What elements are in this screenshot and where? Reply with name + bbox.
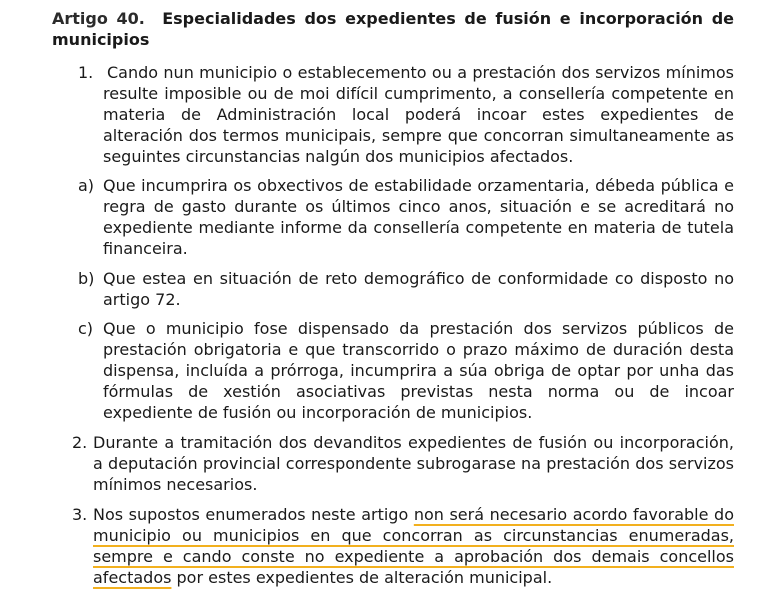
item-text: Que estea en situación de reto demográfico de conformidade co disposto no artigo 72. bbox=[103, 269, 734, 309]
list-item-c bbox=[78, 318, 734, 423]
list-item-a bbox=[78, 175, 734, 259]
item-marker: 3. bbox=[72, 505, 88, 524]
item-marker: c) bbox=[78, 319, 94, 338]
item-text: Durante a tramitación dos devanditos expedientes de fusión ou incorporación, a deputación provincial correspondente subrogarase na prestación dos servizos mínimos necesarios. bbox=[93, 433, 734, 494]
highlighted-text: non será necesario acordo favorable do municipio ou municipios en que concorran as circunstancias enumeradas, sempre e cando conste no expediente a aprobación dos demais concellos afectados bbox=[93, 505, 734, 587]
item-marker: a) bbox=[78, 176, 95, 195]
article-number: Artigo 40. bbox=[52, 9, 145, 28]
item-marker: 1. bbox=[78, 63, 94, 82]
list-item-1 bbox=[78, 62, 734, 167]
item-marker: 2. bbox=[72, 433, 88, 452]
item-text: Que incumprira os obxectivos de estabilidade orzamentaria, débeda pública e regra de gasto durante os últimos cinco anos, situación e se acreditará no expediente mediante informe da consellería competente en materia de tutela financeira. bbox=[103, 176, 734, 258]
list-item-b bbox=[78, 268, 734, 310]
list-item-2 bbox=[72, 432, 734, 495]
item-marker: b) bbox=[78, 269, 95, 288]
article-title: Especialidades dos expedientes de fusión e incorporación de municipios bbox=[52, 9, 735, 49]
item-text: Que o municipio fose dispensado da prestación dos servizos públicos de prestación obrigatoria e que transcorrido o prazo máximo de duración desta dispensa, incluída a prórroga, incumprira a súa obriga de optar por unha das fórmulas de xestión asociativas previstas nesta norma ou de incoar expediente de fusión ou incorporación de municipios. bbox=[103, 319, 734, 422]
item-text bbox=[93, 504, 734, 588]
item-text-end: por estes expedientes de alteración municipal. bbox=[171, 568, 553, 587]
item-text-start: Nos supostos enumerados neste artigo bbox=[93, 505, 414, 524]
item-text: Cando nun municipio o establecemento ou a prestación dos servizos mínimos resulte imposible ou de moi difícil cumprimento, a consellería competente en materia de Administración local poderá incoar estes expedientes de alteración dos termos municipais, sempre que concorran simultaneamente as seguintes circunstancias nalgún dos municipios afectados. bbox=[103, 63, 734, 166]
list-item-3 bbox=[72, 504, 734, 588]
article-heading bbox=[52, 8, 734, 50]
